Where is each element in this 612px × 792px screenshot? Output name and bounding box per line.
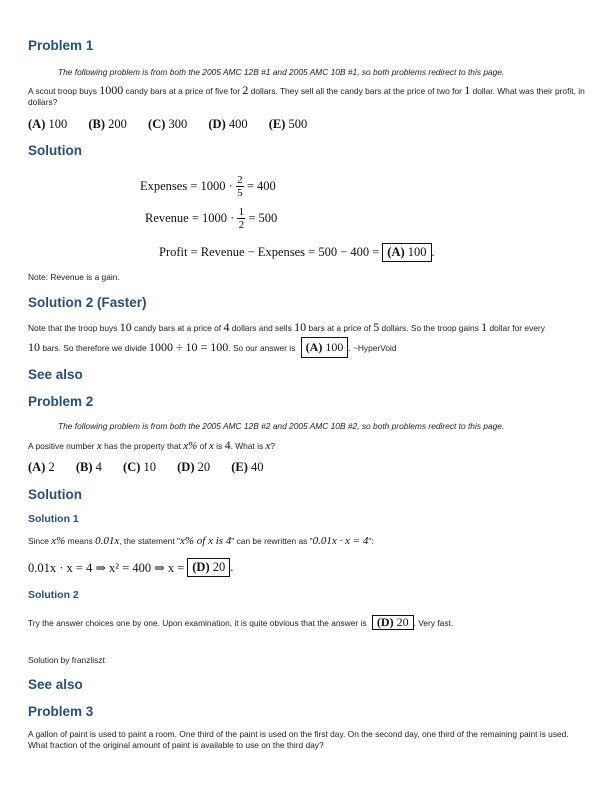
revenue-fraction: $\frac{1}{2}$ (238, 206, 245, 231)
problem-2-heading: Problem 2 (28, 394, 94, 409)
solution-2-boxed-answer: (A) 100 (301, 337, 349, 358)
solution-2b-boxed-answer: (D) 20 (372, 615, 414, 630)
solution-1-equation: 0.01x · x = 4 ⇒ x² = 400 ⇒ x = (D) 20 . (28, 558, 233, 577)
problem-2-source-note: The following problem is from both the 2005 AMC 12B #2 and 2005 AMC 10B #2, so both problems redirect to this page. (58, 421, 505, 431)
problem-2-solution-heading: Solution (28, 487, 82, 502)
revenue-gain-note: Note: Revenue is a gain. (28, 272, 120, 282)
solution-2-text: Note that the troop buys 10 candy bars at a price of 4 dollars and sells 10 bars at a price of 5 dollars. So the troop gains 1 dollar for every 10 bars. So therefore we divide 1000 ÷ 10 = 100. So our answer is (A) 100 . ~HyperVoid (28, 319, 586, 358)
revenue-equation: Revenue = 1000 · $\frac{1}{2}$ = 500 (145, 206, 278, 231)
problem-3-text: A gallon of paint is used to paint a room. One third of the paint is used on the first day. On the second day, one third of the remaining paint is used. What fraction of the original amount of paint is available to use on the third day? (28, 729, 569, 750)
problem-2-text: A positive number x has the property that x% of x is 4. What is x? (28, 438, 276, 452)
see-also-link-1[interactable]: See also (28, 367, 83, 382)
solution-1-boxed-answer: (D) 20 (187, 558, 230, 577)
see-also-link-2[interactable]: See also (28, 677, 83, 692)
problem-1-source-note: The following problem is from both the 2005 AMC 12B #1 and 2005 AMC 10B #1, so both problems redirect to this page. (58, 67, 505, 77)
choice-a: (A) 2 (28, 460, 55, 474)
problem-1-text: A scout troop buys 1000 candy bars at a price of five for 2 dollars. They sell all the candy bars at the price of two for 1 dollar. What was their profit, in dollars? (28, 83, 585, 107)
solution-2b-text: Try the answer choices one by one. Upon examination, it is quite obvious that the answer is (D) 20 . Very fast. (28, 615, 454, 629)
profit-boxed-answer: (A) 100 (382, 243, 431, 262)
choice-a: (A) 100 (28, 117, 68, 131)
problem-2-answer-choices (28, 460, 282, 475)
choice-e: (E) 500 (268, 117, 308, 131)
expenses-equation: Expenses = 1000 · $\frac{2}{5}$ = 400 (140, 174, 276, 199)
problem-2-solution-1-heading: Solution 1 (28, 513, 79, 525)
profit-equation: Profit = Revenue − Expenses = 500 − 400 = (A) 100 . (159, 243, 435, 262)
choice-e: (E) 40 (231, 460, 264, 474)
expenses-fraction: $\frac{2}{5}$ (237, 174, 243, 199)
choice-d: (D) 20 (177, 460, 211, 474)
choice-b: (B) 200 (88, 117, 127, 131)
choice-d: (D) 400 (208, 117, 248, 131)
solution-1-text: Since x% means 0.01x, the statement "x% of x is 4" can be rewritten as "0.01x · x = 4": (28, 535, 374, 547)
solution-credit: Solution by franzliszt (28, 655, 105, 665)
problem-1-answer-choices (28, 117, 325, 132)
solution-2-heading: Solution 2 (Faster) (28, 295, 147, 310)
choice-b: (B) 4 (75, 460, 102, 474)
problem-1-solution-heading: Solution (28, 143, 82, 158)
problem-3-heading: Problem 3 (28, 704, 94, 719)
choice-c: (C) 10 (123, 460, 157, 474)
choice-c: (C) 300 (148, 117, 188, 131)
problem-2-solution-2-heading: Solution 2 (28, 589, 79, 601)
problem-1-heading: Problem 1 (28, 38, 94, 53)
